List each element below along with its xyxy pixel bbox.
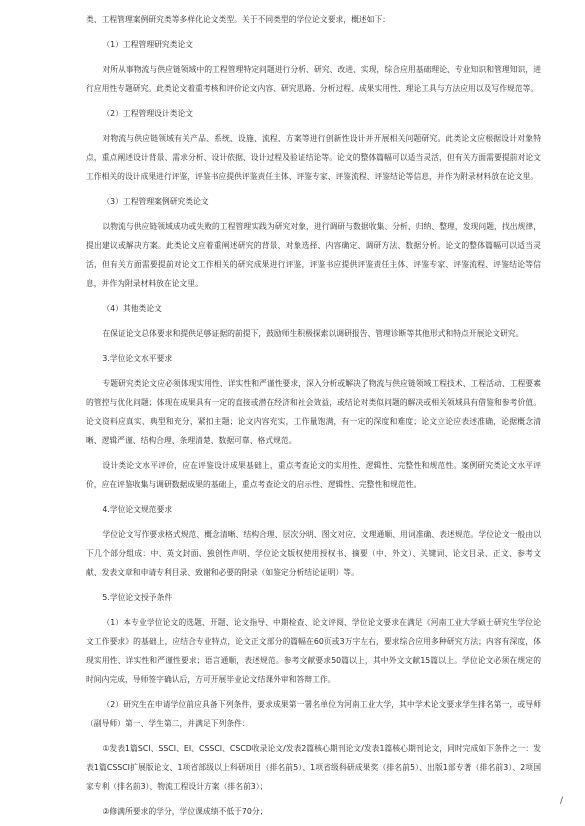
body-paragraph: 以物流与供应链领域成功或失败的工程管理实践为研究对象，进行调研与数据收集、分析、归纳、整理，发现问题，找出规律，提出建议或解决方案。此类论文应着重阐述研究的背景、对象选择、内容确定、调研方法、数据分析。论文的整体篇幅可以适当灵活，但有关方面需要提前对论文工作相关的研究成果进行评鉴，评鉴书应提供评鉴责任主体、评鉴专家、评鉴流程、评鉴结论等信息，并作为附录材料放在论文里。 [86, 222, 541, 288]
section-heading: （1）工程管理研究类论文 [102, 40, 194, 49]
section-heading: （2）工程管理设计类论文 [102, 109, 194, 118]
body-paragraph: 对物流与供应链领域有关产品、系统、设施、流程、方案等进行创新性设计并开展相关问题研究。此类论文应根据设计对象特点，重点阐述设计背景、需求分析、设计依据、设计过程及验证结论等。论文的整体篇幅可以适当灵活，但有关方面需要提前对论文工作相关的设计成果进行评鉴，评鉴书应提供评鉴责任主体、评鉴专家、评鉴流程、评鉴结论等信息，并作为附录材料放在论文里。 [86, 134, 541, 181]
body-paragraph: 专题研究类论文应必须体现实用性、详实性和严谨性要求，深入分析或解决了物流与供应链领域工程技术、工程活动、工程要素的管控与优化问题；体现在成果具有一定的直接或潜在经济和社会效益，或结论对类似问题的解决或相关领域具有借鉴和参考价值。论文资料应真实、典型和充分，紧扣主题；论文内容充实，工作量饱满，有一定的深度和难度；论文立论应表述准确，论据概念清晰、逻辑严谨、结构合理、条理清楚、数据可靠、格式规范。 [86, 379, 541, 445]
body-paragraph: 类、工程管理案例研究类等多样化论文类型。关于不同类型的学位论文要求，概述如下： [86, 15, 391, 24]
section-heading: （3）工程管理案例研究类论文 [102, 197, 209, 206]
body-paragraph: 对所从事物流与供应链领域中的工程管理特定问题进行分析、研究、改进、实现，综合应用基础理论、专业知识和管理知识，进行应用性专题研究。此类论文着重考核和评价论文内容、研究思路、分析过程、成果实用性、理论工具与方法应用以及写作规范等。 [86, 65, 541, 93]
document-body [86, 10, 541, 821]
section-heading: 4.学位论文规范要求 [102, 505, 173, 514]
body-paragraph: （1）本专业学位论文的选题、开题、论文指导、中期检查、论文评阅、学位论文要求在满足《河南工业大学硕士研究生学位论文工作要求》的基础上，应结合专业特点，论文正文部分的篇幅在60页或3万字左右，要求综合应用多种研究方法；内容有深度，体现实用性、详实性和严谨性要求；语言通顺，表述规范。参考文献要求50篇以上，其中外文文献15篇以上。学位论文必须在规定的时间内完成，导师签字确认后，方可开展毕业论文结课外审和答辩工作。 [86, 618, 541, 684]
section-heading: 3.学位论文水平要求 [102, 354, 173, 363]
body-paragraph: 在保证论文总体要求和提供足够证据的前提下，鼓励师生积极探索以调研报告、管理诊断等其他形式和特点开展论文研究。 [102, 329, 524, 338]
body-paragraph: 学位论文写作要求格式规范、概念清晰、结构合理、层次分明、图文对应、文理通顺、用词准确、表述规范。学位论文一般由以下几个部分组成：中、英文封面、独创性声明、学位论文版权使用授权书、摘要（中、外文）、关键词、论文目录、正文、参考文献、发表文章和申请专利目录、致谢和必要的附录（如鉴定分析结论证明）等。 [86, 530, 541, 577]
body-paragraph: ①发表1篇SCI、SSCI、EI、CSSCI、CSCD收录论文/发表2篇核心期刊论文/发表1篇核心期刊论文，同时完成如下条件之一：发表1篇CSSCI扩展版论文、1项省部级以上科研项目（排名前5）、1项省级科研成果奖（排名前5）、出版1部专著（排名前3）、2项国家专利（排名前3）、物流工程设计方案（排名前3）； [86, 744, 541, 791]
body-paragraph: 设计类论文水平评价，应在评鉴设计成果基础上，重点考查论文的实用性、逻辑性、完整性和规范性。案例研究类论文水平评价，应在评鉴收集与调研数据成果的基础上，重点考查论文的启示性、逻辑性、完整性和规范性。 [86, 461, 541, 489]
page-mark: / [559, 796, 563, 806]
section-heading: 5.学位论文授予条件 [102, 593, 173, 602]
section-heading: （4）其他类论文 [102, 304, 162, 313]
body-paragraph: ②修满所要求的学分，学位课成绩不低于70分； [102, 807, 268, 816]
body-paragraph: （2）研究生在申请学位前应具备下列条件，要求成果第一署名单位为河南工业大学，其中学术论文要求学生排名第一，或导师（副导师）第一、学生第二，并满足下列条件： [86, 700, 541, 728]
